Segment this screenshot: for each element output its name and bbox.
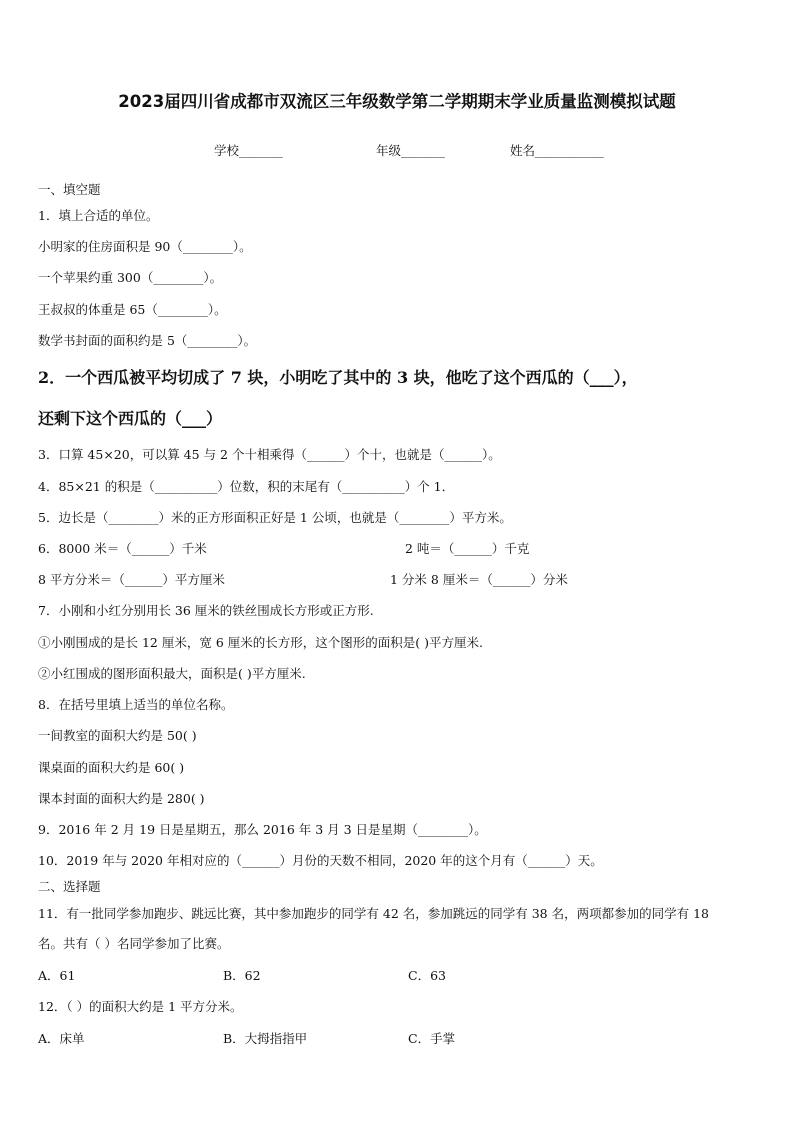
question-10: 10．2019 年与 2020 年相对应的（______）月份的天数不相同，2020 年的这个月有（______）天。 xyxy=(38,853,603,868)
question-8-item-2: 课桌面的面积大约是 60( ) xyxy=(38,760,185,775)
question-9: 9．2016 年 2 月 19 日是星期五，那么 2016 年 3 月 3 日是星期（________）。 xyxy=(38,822,487,837)
section-fill-heading: 一、填空题 xyxy=(38,182,101,197)
question-11-option-b: B．62 xyxy=(223,968,261,983)
question-11-option-c: C．63 xyxy=(408,968,446,983)
question-2-line-1: 2．一个西瓜被平均切成了 7 块，小明吃了其中的 3 块，他吃了这个西瓜的（___）， xyxy=(38,368,638,387)
question-8: 8．在括号里填上适当的单位名称。 xyxy=(38,697,234,712)
question-12-option-c: C．手掌 xyxy=(408,1031,456,1046)
section-choice-heading: 二、选择题 xyxy=(38,879,101,894)
school-field: 学校_______ xyxy=(214,143,283,158)
question-6-item-3: 8 平方分米＝（______）平方厘米 xyxy=(38,572,225,587)
question-3: 3．口算 45×20，可以算 45 与 2 个十相乘得（______）个十，也就是（______）。 xyxy=(38,447,501,462)
page-title: 2023届四川省成都市双流区三年级数学第二学期期末学业质量监测模拟试题 xyxy=(118,92,676,111)
question-6-item-4: 1 分米 8 厘米＝（______）分米 xyxy=(390,572,568,587)
question-6-item-2: 2 吨＝（______）千克 xyxy=(405,541,530,556)
question-12: 12．（ ）的面积大约是 1 平方分米。 xyxy=(38,999,243,1014)
question-2-line-2: 还剩下这个西瓜的（___） xyxy=(38,409,223,428)
question-1-item-3: 王叔叔的体重是 65（________）。 xyxy=(38,302,227,317)
question-6-item-1: 6．8000 米＝（______）千米 xyxy=(38,541,207,556)
question-5: 5．边长是（________）米的正方形面积正好是 1 公顷，也就是（________）平方米。 xyxy=(38,510,512,525)
question-4: 4．85×21 的积是（__________）位数，积的末尾有（__________）个 1． xyxy=(38,479,455,494)
question-11-line-1: 11．有一批同学参加跑步、跳远比赛，其中参加跑步的同学有 42 名，参加跳远的同学有 38 名，两项都参加的同学有 18 xyxy=(38,906,709,921)
question-12-option-b: B．大拇指指甲 xyxy=(223,1031,308,1046)
question-7: 7．小刚和小红分别用长 36 厘米的铁丝围成长方形或正方形. xyxy=(38,603,374,618)
question-1-item-2: 一个苹果约重 300（________）。 xyxy=(38,270,223,285)
question-1-item-4: 数学书封面的面积约是 5（________）。 xyxy=(38,333,257,348)
question-1-item-1: 小明家的住房面积是 90（________）。 xyxy=(38,239,252,254)
name-field: 姓名___________ xyxy=(510,143,604,158)
grade-field: 年级_______ xyxy=(376,143,445,158)
question-8-item-1: 一间教室的面积大约是 50( ) xyxy=(38,728,197,743)
question-11-line-2: 名。共有（ ）名同学参加了比赛。 xyxy=(38,936,230,951)
question-7-item-2: ②小红围成的图形面积最大，面积是( )平方厘米. xyxy=(38,666,306,681)
question-8-item-3: 课本封面的面积大约是 280( ) xyxy=(38,791,205,806)
question-1: 1．填上合适的单位。 xyxy=(38,208,159,223)
question-11-option-a: A．61 xyxy=(38,968,76,983)
question-7-item-1: ①小刚围成的是长 12 厘米，宽 6 厘米的长方形，这个图形的面积是( )平方厘米. xyxy=(38,635,483,650)
question-12-option-a: A．床单 xyxy=(38,1031,85,1046)
